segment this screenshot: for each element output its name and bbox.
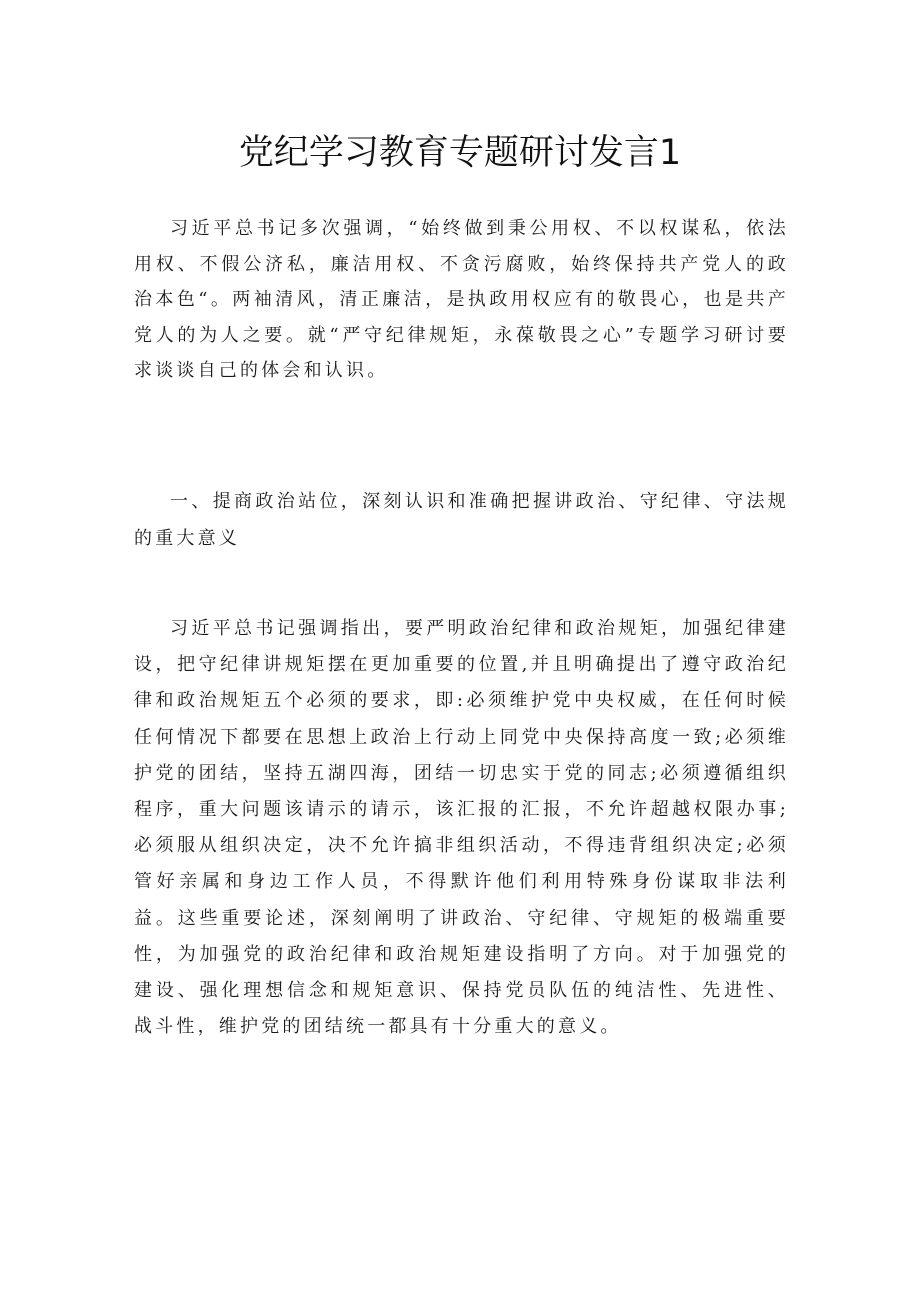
intro-paragraph: 习近平总书记多次强调，“始终做到秉公用权、不以权谋私，依法用权、不假公济私，廉洁用权、不贪污腐败，始终保持共产党人的政治本色“。两袖清风，清正廉洁，是执政用权应有的敬畏心，也是共产党人的为人之要。就“严守纪律规矩，永葆敬畏之心”专题学习研讨要求谈谈自己的体会和认识。 bbox=[134, 218, 789, 381]
section-heading-1: 一、提商政治站位，深刻认识和准确把握讲政治、守纪律、守法规的重大意义 bbox=[134, 491, 789, 549]
document-title: 党纪学习教育专题研讨发言1 bbox=[238, 133, 682, 173]
section-1-body-paragraph: 习近平总书记强调指出，要严明政治纪律和政治规矩，加强纪律建设，把守纪律讲规矩摆在更加重要的位置,并且明确提出了遵守政治纪律和政治规矩五个必须的要求，即:必须维护党中央权威，在任何时候任何情况下都要在思想上政治上行动上同党中央保持高度一致;必须维护党的团结，坚持五湖四海，团结一切忠实于党的同志;必须遵循组织程序，重大问题该请示的请示，该汇报的汇报，不允许超越权限办事;必须服从组织决定，决不允许搞非组织活动，不得违背组织决定;必须管好亲属和身边工作人员，不得默许他们利用特殊身份谋取非法利益。这些重要论述，深刻阐明了讲政治、守纪律、守规矩的极端重要性，为加强党的政治纪律和政治规矩建设指明了方向。对于加强党的建设、强化理想信念和规矩意识、保持党员队伍的纯洁性、先进性、战斗性，维护党的团结统一都具有十分重大的意义。 bbox=[134, 618, 789, 1038]
